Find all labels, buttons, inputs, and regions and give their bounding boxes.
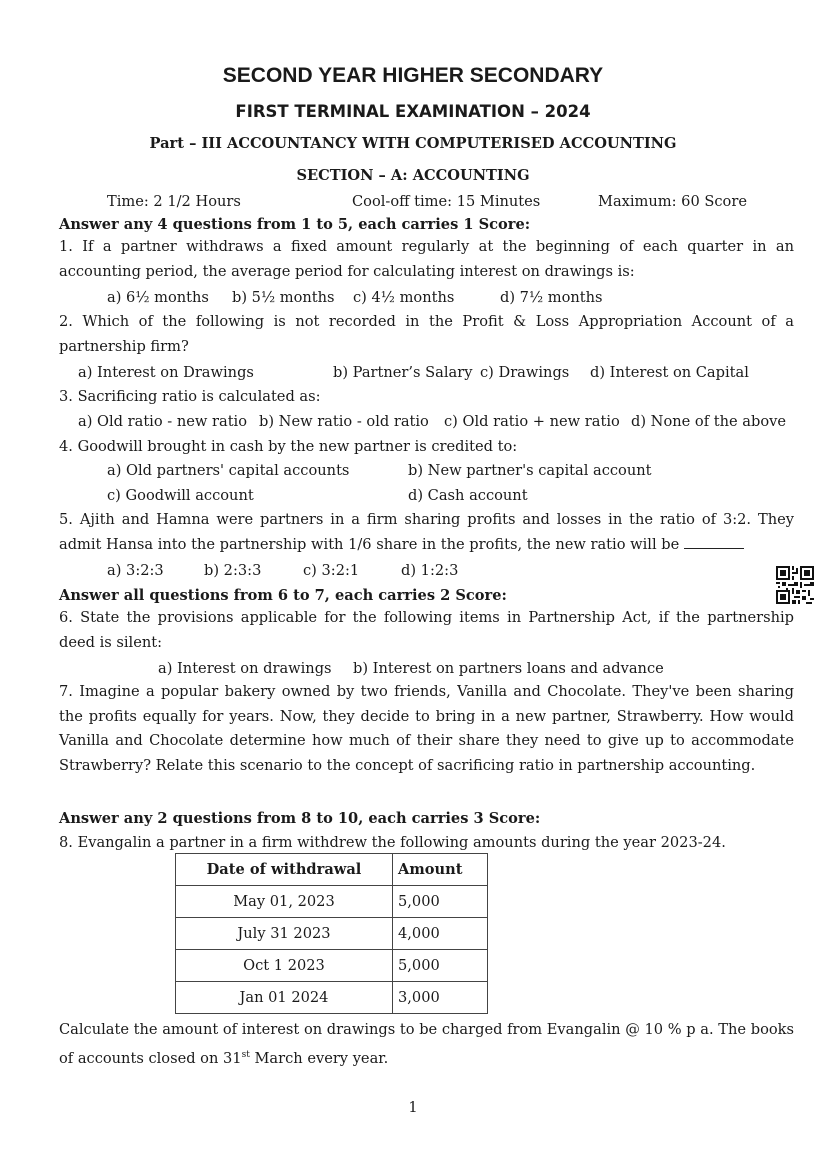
row-amount: 5,000 [393,886,488,918]
q2-option-a: a) Interest on Drawings [78,364,254,381]
row-date: July 31 2023 [176,918,393,950]
followup-text-end: March every year. [249,1049,389,1067]
question-8: 8. Evangalin a partner in a firm withdrew the following amounts during the year 2023-24. [59,834,726,851]
question-6: 6. State the provisions applicable for the following items in Partnership Act, if the partnership deed is silent: [59,609,794,651]
withdrawals-table [175,853,488,1014]
table-row [176,918,488,950]
cool-off-label: Cool-off time: 15 Minutes [352,193,541,210]
header-amount: Amount [393,854,488,886]
answer-blank [684,534,744,549]
qr-code-icon [776,566,814,604]
exam-title: SECOND YEAR HIGHER SECONDARY [222,64,604,87]
instruction-3: Answer any 2 questions from 8 to 10, each carries 3 Score: [59,810,541,827]
q2-option-c: c) Drawings [480,364,570,381]
q6-item-b: b) Interest on partners loans and advance [353,660,664,677]
table-row [176,950,488,982]
table-row [176,982,488,1014]
row-date: May 01, 2023 [176,886,393,918]
question-3: 3. Sacrificing ratio is calculated as: [59,388,321,405]
row-date: Oct 1 2023 [176,950,393,982]
row-date: Jan 01 2024 [176,982,393,1014]
table-row [176,886,488,918]
question-7: 7. Imagine a popular bakery owned by two friends, Vanilla and Chocolate. They've been sharing the profits equally for years. Now, they decide to bring in a new partner, Strawberry. How would Vanilla and Chocolate determine how much of their share they need to give up to accommodate Strawberry? Relate this scenario to the concept of sacrificing ratio in partnership accounting. [59,683,794,774]
question-1: 1. If a partner withdraws a fixed amount regularly at the beginning of each quarter in an accounting period, the average period for calculating interest on drawings is: [59,238,794,280]
q4-option-a: a) Old partners' capital accounts [107,462,350,479]
q4-option-b: b) New partner's capital account [408,462,652,479]
q1-option-b: b) 5½ months [232,289,335,306]
q1-option-c: c) 4½ months [353,289,455,306]
exam-name: FIRST TERMINAL EXAMINATION – 2024 [235,102,591,121]
question-5 [59,508,794,557]
question-5-text: 5. Ajith and Hamna were partners in a firm sharing profits and losses in the ratio of 3:2. They admit Hansa into the partnership with 1/6 share in the profits, the new ratio will be [59,511,794,553]
q2-option-b: b) Partner’s Salary [333,364,473,381]
q1-option-a: a) 6½ months [107,289,209,306]
time-label: Time: 2 1/2 Hours [107,193,241,210]
q4-option-c: c) Goodwill account [107,487,254,504]
q5-option-a: a) 3:2:3 [107,562,164,579]
q3-option-a: a) Old ratio - new ratio [78,413,248,430]
instruction-1: Answer any 4 questions from 1 to 5, each carries 1 Score: [59,216,531,233]
ordinal-suffix: st [241,1049,250,1060]
q3-option-d: d) None of the above [631,413,786,430]
q1-option-d: d) 7½ months [500,289,603,306]
page-number: 1 [408,1099,418,1116]
max-score-label: Maximum: 60 Score [598,193,747,210]
row-amount: 3,000 [393,982,488,1014]
row-amount: 5,000 [393,950,488,982]
q3-option-c: c) Old ratio + new ratio [444,413,620,430]
part-heading: Part – III ACCOUNTANCY WITH COMPUTERISED ACCOUNTING [149,135,677,152]
q5-option-d: d) 1:2:3 [401,562,459,579]
q2-option-d: d) Interest on Capital [590,364,749,381]
q5-option-b: b) 2:3:3 [204,562,262,579]
header-date: Date of withdrawal [176,854,393,886]
question-8-followup [59,1018,794,1071]
table-header-row [176,854,488,886]
q3-option-b: b) New ratio - old ratio [259,413,429,430]
row-amount: 4,000 [393,918,488,950]
q6-item-a: a) Interest on drawings [158,660,332,677]
followup-text: Calculate the amount of interest on drawings to be charged from Evangalin @ 10 % p a. The books of accounts closed on 31 [59,1021,794,1067]
question-2: 2. Which of the following is not recorded in the Profit & Loss Appropriation Account of a partnership firm? [59,313,794,355]
q5-option-c: c) 3:2:1 [303,562,360,579]
section-heading: SECTION – A: ACCOUNTING [296,167,530,184]
q4-option-d: d) Cash account [408,487,528,504]
question-4: 4. Goodwill brought in cash by the new partner is credited to: [59,438,518,455]
instruction-2: Answer all questions from 6 to 7, each carries 2 Score: [59,587,507,604]
